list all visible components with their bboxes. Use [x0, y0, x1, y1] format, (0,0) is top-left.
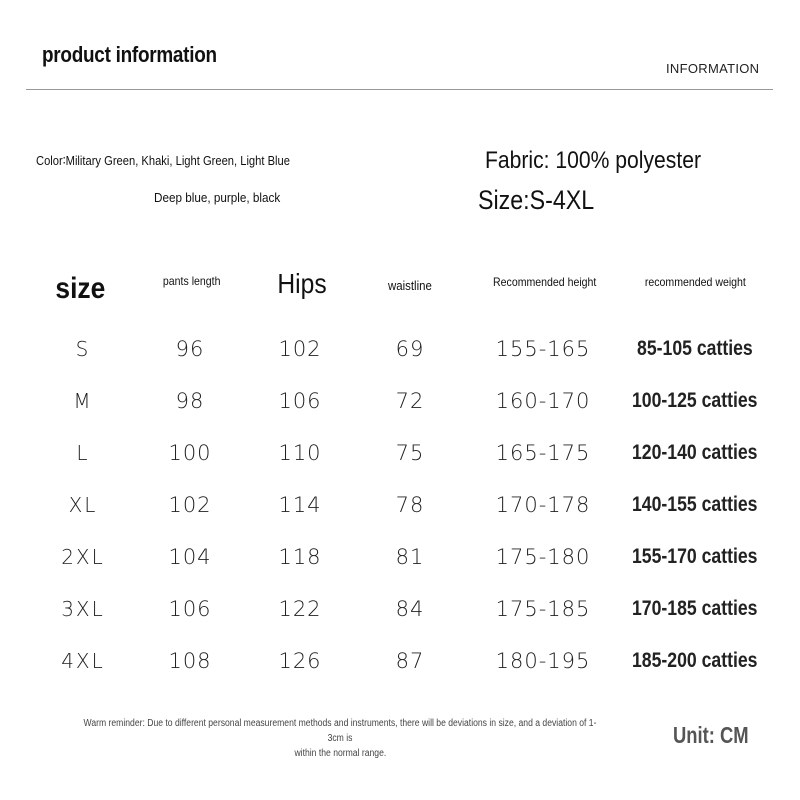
cell-hips: 114 [278, 493, 322, 517]
table-row [0, 337, 800, 377]
cell-size: S [75, 337, 91, 361]
cell-hips: 110 [278, 441, 322, 465]
cell-waistline: 69 [395, 337, 425, 361]
table-row [0, 545, 800, 585]
cell-weight: 170-185 catties [632, 597, 758, 620]
cell-hips: 106 [278, 389, 322, 413]
cell-pants-length: 98 [175, 389, 205, 413]
size-range: Size:S-4XL [478, 185, 595, 215]
cell-weight: 155-170 catties [632, 545, 758, 568]
cell-weight: 120-140 catties [632, 441, 758, 464]
reminder-line-1: Warm reminder: Due to different personal measurement methods and instruments, there will be deviations in size, and a deviation of 1-3cm is [83, 718, 597, 744]
cell-height: 170-178 [495, 493, 591, 517]
header-recommended-height: Recommended height [493, 275, 597, 289]
header-size: size [55, 272, 105, 305]
cell-waistline: 84 [395, 597, 425, 621]
unit-label: Unit: CM [673, 722, 749, 748]
cell-height: 180-195 [495, 649, 591, 673]
cell-waistline: 78 [395, 493, 425, 517]
cell-hips: 126 [278, 649, 322, 673]
cell-height: 175-185 [495, 597, 591, 621]
cell-pants-length: 102 [168, 493, 212, 517]
cell-hips: 122 [278, 597, 322, 621]
colors-line-2: Deep blue, purple, black [154, 190, 281, 205]
cell-waistline: 87 [395, 649, 425, 673]
cell-pants-length: 104 [168, 545, 212, 569]
header-pants-length: pants length [163, 274, 221, 288]
cell-height: 175-180 [495, 545, 591, 569]
table-row [0, 493, 800, 533]
fabric-spec: Fabric: 100% polyester [485, 147, 701, 174]
warm-reminder [40, 716, 640, 761]
page-title: product information [42, 42, 217, 67]
header-hips: Hips [277, 268, 327, 299]
cell-pants-length: 96 [175, 337, 205, 361]
header-waistline: waistline [388, 278, 432, 293]
cell-weight: 140-155 catties [632, 493, 758, 516]
cell-size: XL [68, 493, 98, 517]
cell-size: L [76, 441, 90, 465]
cell-hips: 102 [278, 337, 322, 361]
header-divider [26, 89, 773, 90]
cell-height: 165-175 [495, 441, 591, 465]
cell-weight: 85-105 catties [637, 337, 753, 360]
cell-pants-length: 100 [168, 441, 212, 465]
table-row [0, 597, 800, 637]
cell-height: 155-165 [495, 337, 591, 361]
cell-size: 2XL [61, 545, 105, 569]
cell-pants-length: 106 [168, 597, 212, 621]
section-tag: INFORMATION [666, 61, 760, 76]
cell-hips: 118 [278, 545, 322, 569]
table-row [0, 649, 800, 689]
table-row [0, 389, 800, 429]
cell-height: 160-170 [495, 389, 591, 413]
header-recommended-weight: recommended weight [644, 275, 746, 289]
cell-pants-length: 108 [168, 649, 212, 673]
cell-size: M [73, 389, 93, 413]
cell-waistline: 75 [395, 441, 425, 465]
table-row [0, 441, 800, 481]
cell-waistline: 72 [395, 389, 425, 413]
cell-waistline: 81 [395, 545, 425, 569]
cell-size: 3XL [61, 597, 105, 621]
cell-size: 4XL [61, 649, 105, 673]
cell-weight: 185-200 catties [632, 649, 758, 672]
colors-line-1: Color∶Military Green, Khaki, Light Green, Light Blue [36, 153, 290, 168]
cell-weight: 100-125 catties [632, 389, 758, 412]
reminder-line-2: within the normal range. [294, 748, 386, 759]
